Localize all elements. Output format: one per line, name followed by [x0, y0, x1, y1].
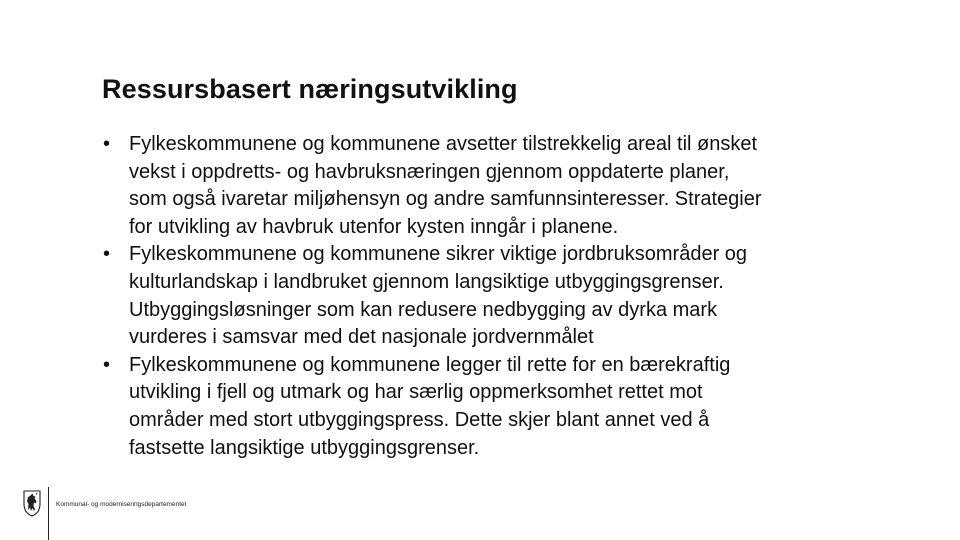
bullet-1-line-1: Fylkeskommunene og kommunene avsetter tilstrekkelig areal til ønsket	[129, 133, 758, 155]
bullet-1-line-2: vekst i oppdretts- og havbruksnæringen gjennom oppdaterte planer,	[129, 160, 730, 183]
bullet-item-2	[102, 241, 862, 351]
bullet-2-line-2: kulturlandskap i landbruket gjennom langsiktige utbyggingsgrenser.	[129, 270, 724, 293]
bullet-3-line-4: fastsette langsiktige utbyggingsgrenser.	[129, 436, 480, 459]
bullet-item-1	[102, 131, 862, 241]
footer-divider	[48, 487, 49, 540]
bullet-3-line-3: områder med stort utbyggingspress. Dette skjer blant annet ved å	[129, 408, 710, 431]
bullet-2-line-3: Utbyggingsløsninger som kan redusere nedbygging av dyrka mark	[129, 298, 718, 321]
bullet-3-line-2: utvikling i fjell og utmark og har særlig oppmerksomhet rettet mot	[129, 381, 703, 404]
bullet-list	[102, 131, 862, 462]
bullet-2-line-1: Fylkeskommunene og kommunene sikrer viktige jordbruksområder og	[129, 243, 748, 266]
bullet-item-3	[102, 352, 862, 462]
slide-title: Ressursbasert næringsutvikling	[102, 74, 518, 104]
coat-of-arms-lion-icon	[22, 489, 42, 517]
department-name: Kommunal- og moderniseringsdepartementet	[56, 501, 187, 508]
bullet-marker: •	[103, 133, 111, 155]
bullet-3-line-1: Fylkeskommunene og kommunene legger til rette for en bærekraftig	[129, 353, 731, 376]
bullet-1-line-3: som også ivaretar miljøhensyn og andre samfunnsinteresser. Strategier	[129, 188, 762, 211]
bullet-marker: •	[103, 353, 111, 376]
bullet-marker: •	[103, 243, 111, 266]
bullet-2-line-4: vurderes i samsvar med det nasjonale jordvernmålet	[129, 326, 594, 349]
bullet-1-line-4: for utvikling av havbruk utenfor kysten inngår i planene.	[129, 215, 619, 238]
